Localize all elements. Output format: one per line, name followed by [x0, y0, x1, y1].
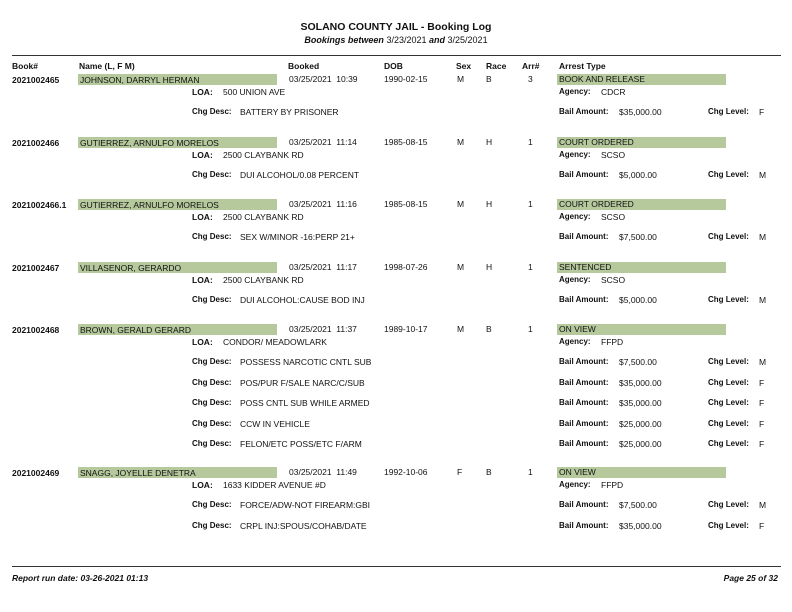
chg-level-label: Chg Level:	[708, 295, 749, 304]
agency-value: FFPD	[601, 480, 624, 490]
arrest-number: 1	[528, 262, 533, 272]
agency-value: SCSO	[601, 150, 626, 160]
loa-value: 2500 CLAYBANK RD	[223, 150, 304, 160]
chg-desc-label: Chg Desc:	[192, 295, 232, 304]
chg-desc-value: BATTERY BY PRISONER	[240, 107, 339, 117]
bail-label: Bail Amount:	[559, 439, 609, 448]
agency-value: SCSO	[601, 275, 626, 285]
book-number: 2021002466.1	[12, 200, 67, 210]
agency-value: SCSO	[601, 212, 626, 222]
chg-desc-label: Chg Desc:	[192, 377, 232, 387]
booked-datetime: 03/25/2021 11:37	[289, 324, 357, 334]
col-header-book: Book#	[12, 61, 38, 71]
bail-label: Bail Amount:	[559, 357, 609, 366]
col-header-arr: Arr#	[522, 61, 540, 71]
chg-level-label: Chg Level:	[708, 418, 749, 428]
col-header-name: Name (L, F M)	[79, 61, 135, 71]
sex: M	[457, 137, 465, 147]
loa-label: LOA:	[192, 87, 213, 97]
inmate-name: GUTIERREZ, ARNULFO MORELOS	[80, 200, 219, 210]
chg-desc-label: Chg Desc:	[192, 170, 232, 179]
arrest-number: 1	[528, 199, 533, 209]
chg-level-label: Chg Level:	[708, 520, 749, 530]
chg-level-value: F	[759, 377, 765, 388]
race: H	[486, 199, 493, 209]
chg-level-label: Chg Level:	[708, 170, 749, 179]
chg-level-value: F	[759, 107, 765, 117]
agency-label: Agency:	[559, 212, 591, 221]
inmate-name: GUTIERREZ, ARNULFO MORELOS	[80, 138, 219, 148]
bail-label: Bail Amount:	[559, 500, 609, 509]
chg-level-label: Chg Level:	[708, 500, 749, 509]
chg-level-value: M	[759, 170, 767, 180]
agency-label: Agency:	[559, 480, 591, 489]
agency-value: FFPD	[601, 337, 624, 347]
header-rule-top	[12, 55, 781, 56]
chg-desc-value: CCW IN VEHICLE	[240, 418, 310, 429]
bail-amount: $7,500.00	[619, 232, 657, 242]
sex: F	[457, 467, 463, 477]
sex: M	[457, 199, 465, 209]
subtitle-and: and	[429, 35, 446, 45]
bail-amount: $7,500.00	[619, 357, 657, 367]
chg-level-value: F	[759, 439, 765, 449]
book-number: 2021002468	[12, 325, 60, 335]
col-header-arrest-type: Arrest Type	[559, 61, 606, 71]
arrest-type: SENTENCED	[559, 262, 612, 272]
bail-amount: $35,000.00	[619, 107, 662, 117]
inmate-name: VILLASENOR, GERARDO	[80, 263, 182, 273]
chg-desc-label: Chg Desc:	[192, 418, 232, 428]
agency-value: CDCR	[601, 87, 626, 97]
sex: M	[457, 74, 465, 84]
chg-desc-value: FORCE/ADW-NOT FIREARM:GBI	[240, 500, 371, 510]
dob: 1989-10-17	[384, 324, 428, 334]
arrest-type: BOOK AND RELEASE	[559, 74, 645, 84]
dob: 1990-02-15	[384, 74, 428, 84]
chg-desc-value: SEX W/MINOR -16:PERP 21+	[240, 232, 355, 242]
arrest-type: COURT ORDERED	[559, 199, 634, 209]
col-header-booked: Booked	[288, 61, 320, 71]
chg-desc-value: FELON/ETC POSS/ETC F/ARM	[240, 439, 362, 449]
loa-label: LOA:	[192, 212, 213, 222]
chg-desc-label: Chg Desc:	[192, 520, 232, 530]
loa-value: 500 UNION AVE	[223, 87, 286, 97]
agency-label: Agency:	[559, 337, 591, 346]
date-to: 3/25/2021	[447, 35, 488, 45]
booked-datetime: 03/25/2021 11:17	[289, 262, 357, 272]
bail-label: Bail Amount:	[559, 418, 609, 428]
dob: 1985-08-15	[384, 137, 428, 147]
report-title: SOLANO COUNTY JAIL - Booking Log	[300, 21, 492, 33]
report-subtitle	[0, 35, 792, 45]
date-from: 3/23/2021	[386, 35, 427, 45]
arrest-number: 3	[528, 74, 533, 84]
chg-level-value: F	[759, 418, 765, 429]
bail-label: Bail Amount:	[559, 107, 609, 116]
book-number: 2021002469	[12, 468, 60, 478]
chg-level-value: M	[759, 357, 767, 367]
chg-desc-value: DUI ALCOHOL/0.08 PERCENT	[240, 170, 360, 180]
arrest-number: 1	[528, 467, 533, 477]
agency-label: Agency:	[559, 87, 591, 96]
chg-level-label: Chg Level:	[708, 232, 749, 241]
bail-amount: $25,000.00	[619, 418, 662, 429]
arrest-type: ON VIEW	[559, 467, 596, 477]
subtitle-prefix: Bookings between	[304, 35, 384, 45]
book-number: 2021002465	[12, 75, 60, 85]
chg-desc-value: POSSESS NARCOTIC CNTL SUB	[240, 357, 372, 367]
arrest-number: 1	[528, 324, 533, 334]
loa-value: 1633 KIDDER AVENUE #D	[223, 480, 326, 490]
col-header-race: Race	[486, 61, 507, 71]
chg-level-label: Chg Level:	[708, 439, 749, 448]
inmate-name: JOHNSON, DARRYL HERMAN	[80, 75, 200, 85]
bail-amount: $5,000.00	[619, 295, 657, 305]
chg-desc-value: CRPL INJ:SPOUS/COHAB/DATE	[240, 520, 367, 531]
loa-label: LOA:	[192, 275, 213, 285]
page-number: Page 25 of 32	[723, 573, 778, 583]
sex: M	[457, 324, 465, 334]
loa-label: LOA:	[192, 150, 213, 160]
chg-desc-label: Chg Desc:	[192, 107, 232, 116]
agency-label: Agency:	[559, 150, 591, 159]
race: H	[486, 262, 493, 272]
col-header-sex: Sex	[456, 61, 472, 71]
chg-level-label: Chg Level:	[708, 357, 749, 366]
race: B	[486, 467, 492, 477]
agency-label: Agency:	[559, 275, 591, 284]
chg-desc-value: POS/PUR F/SALE NARC/C/SUB	[240, 377, 365, 388]
chg-desc-label: Chg Desc:	[192, 357, 232, 366]
arrest-type: COURT ORDERED	[559, 137, 634, 147]
chg-level-value: M	[759, 232, 767, 242]
booked-datetime: 03/25/2021 11:16	[289, 199, 357, 209]
race: H	[486, 137, 493, 147]
chg-desc-label: Chg Desc:	[192, 398, 232, 407]
chg-level-label: Chg Level:	[708, 107, 749, 116]
col-header-dob: DOB	[384, 61, 403, 71]
chg-level-label: Chg Level:	[708, 398, 749, 407]
race: B	[486, 324, 492, 334]
chg-level-value: F	[759, 520, 765, 531]
booked-datetime: 03/25/2021 10:39	[289, 74, 358, 84]
loa-value: 2500 CLAYBANK RD	[223, 275, 304, 285]
footer-rule	[12, 566, 781, 567]
bail-label: Bail Amount:	[559, 398, 609, 407]
arrest-number: 1	[528, 137, 533, 147]
bail-amount: $7,500.00	[619, 500, 657, 510]
dob: 1985-08-15	[384, 199, 428, 209]
bail-label: Bail Amount:	[559, 232, 609, 241]
inmate-name: BROWN, GERALD GERARD	[80, 325, 191, 335]
bail-label: Bail Amount:	[559, 377, 609, 387]
chg-level-value: F	[759, 398, 765, 408]
loa-value: 2500 CLAYBANK RD	[223, 212, 304, 222]
report-run-date: Report run date: 03-26-2021 01:13	[12, 573, 149, 583]
chg-level-value: M	[759, 295, 767, 305]
inmate-name: SNAGG, JOYELLE DENETRA	[80, 468, 196, 478]
bail-label: Bail Amount:	[559, 170, 609, 179]
chg-level-label: Chg Level:	[708, 377, 749, 387]
booked-datetime: 03/25/2021 11:14	[289, 137, 357, 147]
dob: 1998-07-26	[384, 262, 428, 272]
dob: 1992-10-06	[384, 467, 428, 477]
bail-amount: $5,000.00	[619, 170, 657, 180]
chg-desc-label: Chg Desc:	[192, 232, 232, 241]
loa-label: LOA:	[192, 480, 213, 490]
booked-datetime: 03/25/2021 11:49	[289, 467, 357, 477]
bail-label: Bail Amount:	[559, 295, 609, 304]
bail-amount: $35,000.00	[619, 377, 662, 388]
chg-level-value: M	[759, 500, 767, 510]
chg-desc-value: POSS CNTL SUB WHILE ARMED	[240, 398, 370, 408]
book-number: 2021002467	[12, 263, 60, 273]
loa-value: CONDOR/ MEADOWLARK	[223, 337, 327, 347]
race: B	[486, 74, 492, 84]
book-number: 2021002466	[12, 138, 60, 148]
arrest-type: ON VIEW	[559, 324, 596, 334]
bail-label: Bail Amount:	[559, 520, 609, 530]
chg-desc-value: DUI ALCOHOL:CAUSE BOD INJ	[240, 295, 365, 305]
loa-label: LOA:	[192, 337, 213, 347]
chg-desc-label: Chg Desc:	[192, 439, 232, 448]
bail-amount: $35,000.00	[619, 398, 662, 408]
bail-amount: $25,000.00	[619, 439, 662, 449]
sex: M	[457, 262, 465, 272]
chg-desc-label: Chg Desc:	[192, 500, 232, 509]
bail-amount: $35,000.00	[619, 520, 662, 531]
